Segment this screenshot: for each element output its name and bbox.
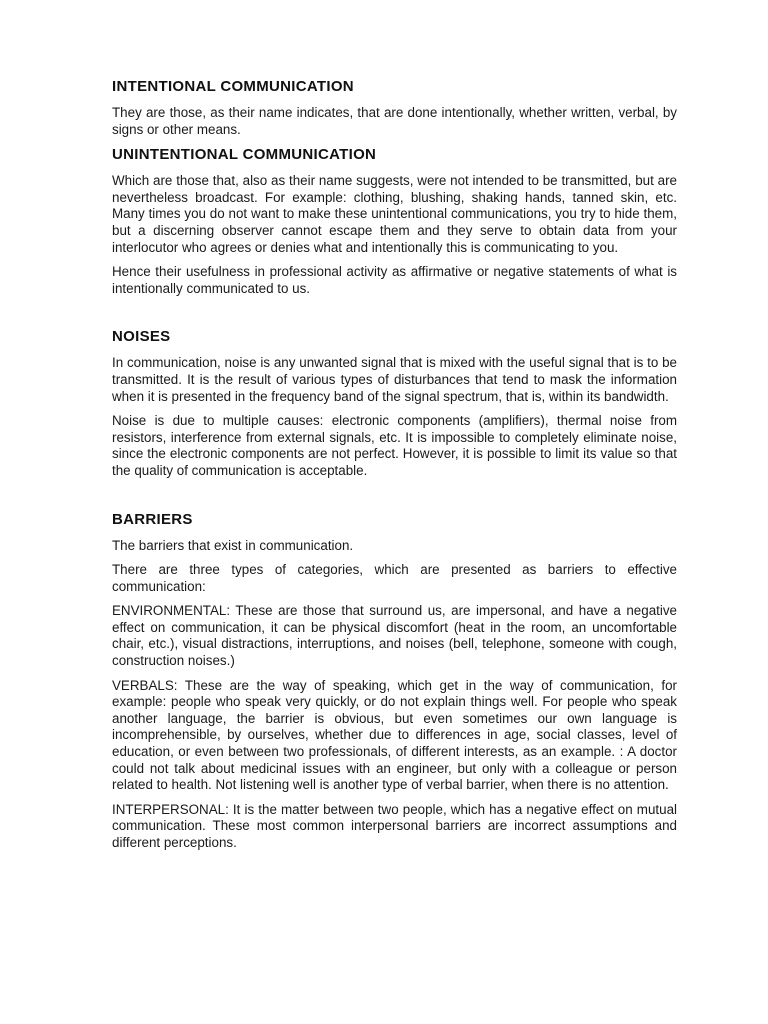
heading-unintentional-communication: UNINTENTIONAL COMMUNICATION <box>112 146 377 164</box>
paragraph-unintentional-2: Hence their usefulness in professional activity as affirmative or negative statements of what is intentionally communicated to us. <box>112 264 677 296</box>
paragraph-intentional-1: They are those, as their name indicates, that are done intentionally, whether written, verbal, by signs or other means. <box>112 105 677 137</box>
paragraph-barriers-2: There are three types of categories, which are presented as barriers to effective communication: <box>112 562 677 594</box>
heading-barriers: BARRIERS <box>112 510 193 528</box>
section-spacer <box>112 305 677 328</box>
paragraph-barriers-interpersonal: INTERPERSONAL: It is the matter between two people, which has a negative effect on mutual communication. These most common interpersonal barriers are incorrect assumptions and different perceptions. <box>112 801 677 850</box>
paragraph-barriers-environmental: ENVIRONMENTAL: These are those that surround us, are impersonal, and have a negative effect on communication, it can be physical discomfort (heat in the room, an uncomfortable chair, etc.), visual distractions, interruptions, and noises (bell, telephone, someone with cough, construction noises.) <box>112 603 677 669</box>
paragraph-unintentional-1: Which are those that, also as their name suggests, were not intended to be transmitted, but are nevertheless broadcast. For example: clothing, blushing, shaking hands, tanned skin, etc. Many times you do not want to make these unintentional communications, you try to hide them, but a discerning observer cannot escape them and they serve to obtain data from your interlocutor who agrees or denies what and intentionally this is communicating to you. <box>112 173 677 255</box>
paragraph-noises-1: In communication, noise is any unwanted signal that is mixed with the useful signal that is to be transmitted. It is the result of various types of disturbances that tend to mask the information when it is presented in the frequency band of the signal spectrum, that is, within its bandwidth. <box>112 355 677 404</box>
section-spacer <box>112 488 677 511</box>
heading-intentional-communication: INTENTIONAL COMMUNICATION <box>112 78 354 95</box>
document-page <box>112 78 677 860</box>
paragraph-barriers-1: The barriers that exist in communication. <box>112 537 354 553</box>
paragraph-barriers-verbals: VERBALS: These are the way of speaking, which get in the way of communication, for example: people who speak very quickly, or do not explain things well. For people who speak another language, the barrier is obvious, but even sometimes our own language is incomprehensible, by ourselves, whether due to differences in age, social classes, level of education, or even between two professionals, of different interests, as an example. : A doctor could not talk about medicinal issues with an engineer, but only with a colleague or person related to health. Not listening well is another type of verbal barrier, when there is no attention. <box>112 677 677 793</box>
heading-noises: NOISES <box>112 328 171 346</box>
paragraph-noises-2: Noise is due to multiple causes: electronic components (amplifiers), thermal noise from resistors, interference from external signals, etc. It is impossible to completely eliminate noise, since the electronic components are not perfect. However, it is possible to limit its value so that the quality of communication is acceptable. <box>112 413 677 478</box>
